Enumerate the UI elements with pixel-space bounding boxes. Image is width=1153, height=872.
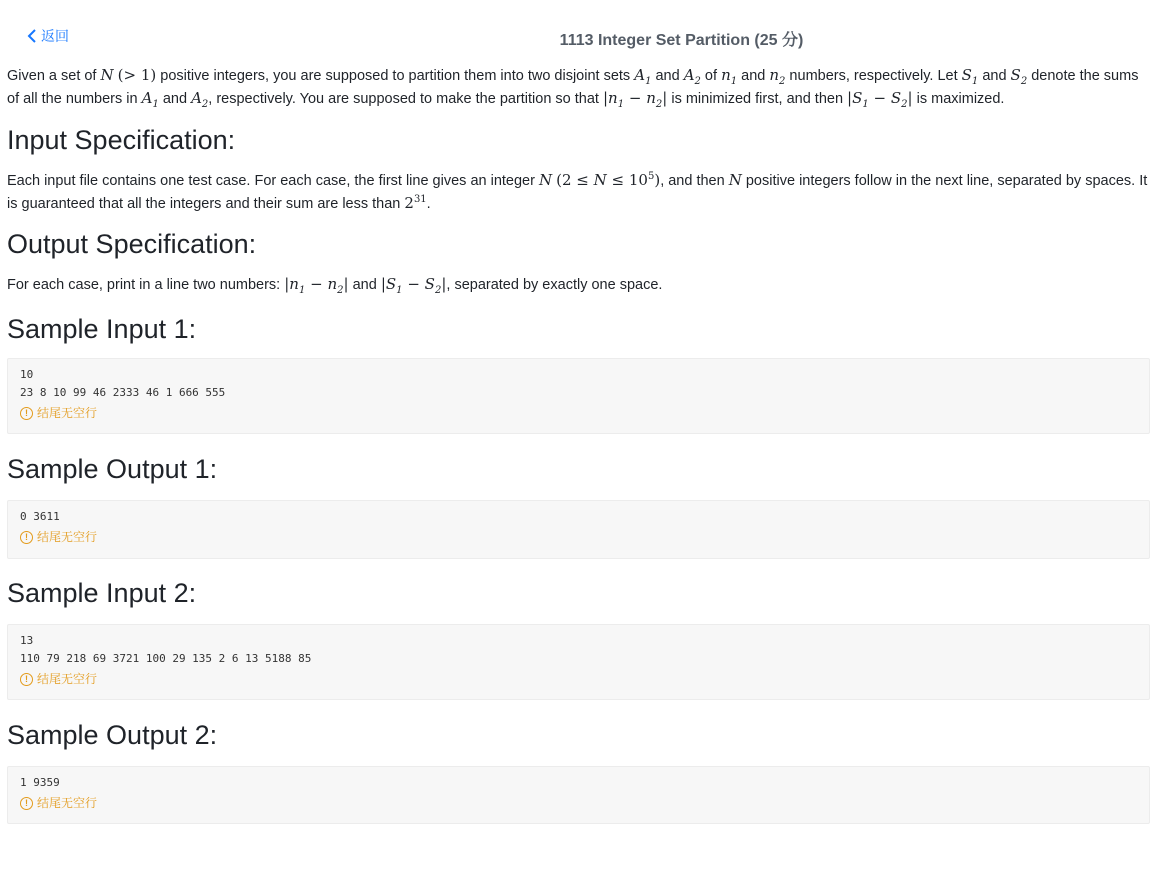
sample-input-2-heading: Sample Input 2: <box>7 578 197 608</box>
input-spec-heading: Input Specification: <box>7 125 236 155</box>
problem-description: Given a set of N (> 1) positive integers, you are supposed to partition them into two disjoint sets $A_1$ and $A_2$ of $n_1$ and $n_2$ numbers, respectively. Let $S_1$ and $S_2$ denote the sums of all the numbers in $A_1$ and $A_2$, respectively. You are supposed to make the partition so that $|n_1 - n_2|$ is minimized first, and then $|S_1 - S_2|$ is maximized. <box>7 66 1139 110</box>
sample-output-2-heading: Sample Output 2: <box>7 720 218 750</box>
note-label: 结尾无空行 <box>37 530 98 544</box>
no-trailing-newline-note <box>20 792 1137 814</box>
warning-icon: ! <box>20 797 33 810</box>
warning-icon: ! <box>20 673 33 686</box>
code-line: 13 <box>20 634 34 647</box>
code-line: 110 79 218 69 3721 100 29 135 2 6 13 5188 85 <box>20 652 312 665</box>
note-label: 结尾无空行 <box>37 672 98 686</box>
output-spec-text: For each case, print in a line two numbers: $|n_1 - n_2|$ and $|S_1 - S_2|$, separated by exactly one space. <box>7 275 663 296</box>
warning-icon: ! <box>20 531 33 544</box>
no-trailing-newline-note <box>20 526 1137 548</box>
sample-output-2-block[interactable] <box>7 766 1150 824</box>
sample-input-1-block[interactable] <box>7 358 1150 434</box>
warning-icon: ! <box>20 407 33 420</box>
sample-input-1-heading: Sample Input 1: <box>7 314 197 344</box>
note-label: 结尾无空行 <box>37 406 98 420</box>
problem-content <box>7 63 1150 824</box>
no-trailing-newline-note <box>20 402 1137 424</box>
note-label: 结尾无空行 <box>37 796 98 810</box>
output-spec-heading: Output Specification: <box>7 229 257 259</box>
code-line: 0 3611 <box>20 510 60 523</box>
input-spec-text: Each input file contains one test case. For each case, the first line gives an integer N $(2 \le N \le 10^5)$, and then N positive integers follow in the next line, separated by spaces. It is guaranteed that all the integers and their sum are less than $2^{31}$. <box>7 171 1148 212</box>
code-line: 10 <box>20 368 34 381</box>
no-trailing-newline-note <box>20 668 1137 690</box>
back-label: 返回 <box>41 28 69 44</box>
page-title: 1113 Integer Set Partition (25 分) <box>559 32 804 49</box>
sample-output-1-block[interactable] <box>7 500 1150 559</box>
sample-output-1-heading: Sample Output 1: <box>7 454 218 484</box>
code-line: 1 9359 <box>20 776 60 789</box>
code-line: 23 8 10 99 46 2333 46 1 666 555 <box>20 386 226 399</box>
sample-input-2-block[interactable] <box>7 624 1150 700</box>
top-bar <box>0 0 1153 64</box>
